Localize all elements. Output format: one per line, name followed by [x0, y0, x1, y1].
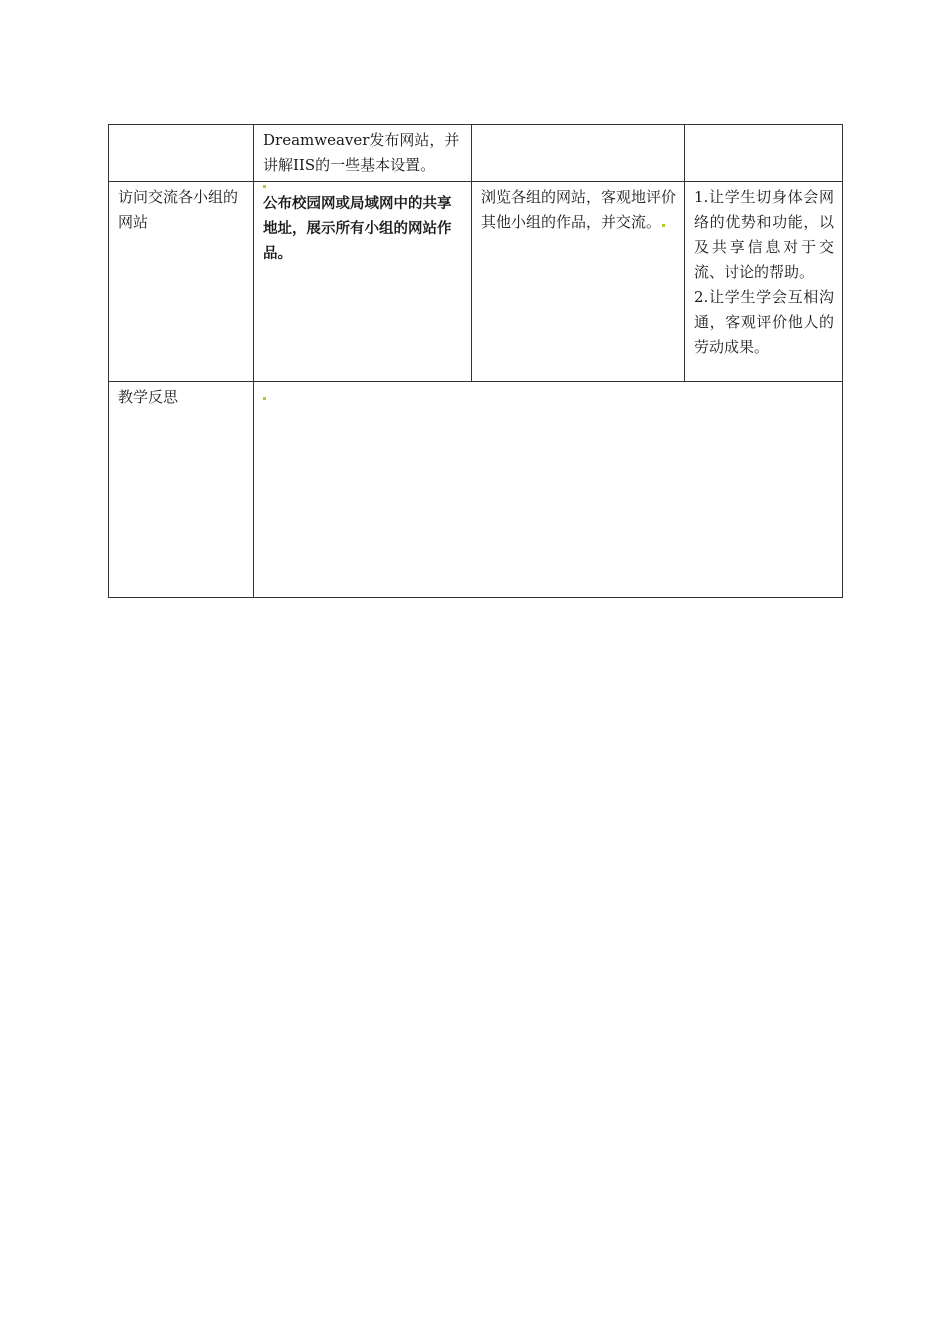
marker-dot [263, 397, 266, 400]
reflection-label: 教学反思 [118, 388, 179, 406]
row2-step-cell [109, 182, 254, 382]
row2-student-activity-text: 浏览各组的网站，客观地评价其他小组的作品，并交流。 [481, 188, 677, 231]
row1-teacher-activity-text: Dreamweaver发布网站，并讲解IIS的一些基本设置。 [263, 131, 460, 174]
marker-dot [263, 185, 266, 188]
row1-step-cell [109, 125, 254, 182]
lesson-plan-table [108, 124, 843, 598]
row3-reflection-label-cell [109, 382, 254, 598]
table-row [109, 182, 843, 382]
row2-teacher-activity-cell [254, 182, 472, 382]
row2-purpose-cell [685, 182, 843, 382]
row1-student-activity-cell [472, 125, 685, 182]
row1-teacher-activity-cell [254, 125, 472, 182]
row3-reflection-content-cell [254, 382, 843, 598]
purpose-item-1: 1.让学生切身体会网络的优势和功能，以及共享信息对于交流、讨论的帮助。 [694, 188, 834, 281]
row2-student-activity-cell [472, 182, 685, 382]
row2-teacher-activity-text: 公布校园网或局域网中的共享地址，展示所有小组的网站作品。 [263, 196, 452, 262]
marker-dot [662, 224, 665, 227]
table-row [109, 125, 843, 182]
row1-purpose-cell [685, 125, 843, 182]
table-row [109, 382, 843, 598]
row2-step-text: 访问交流各小组的网站 [118, 188, 239, 231]
purpose-item-2: 2.让学生学会互相沟通，客观评价他人的劳动成果。 [694, 288, 834, 356]
